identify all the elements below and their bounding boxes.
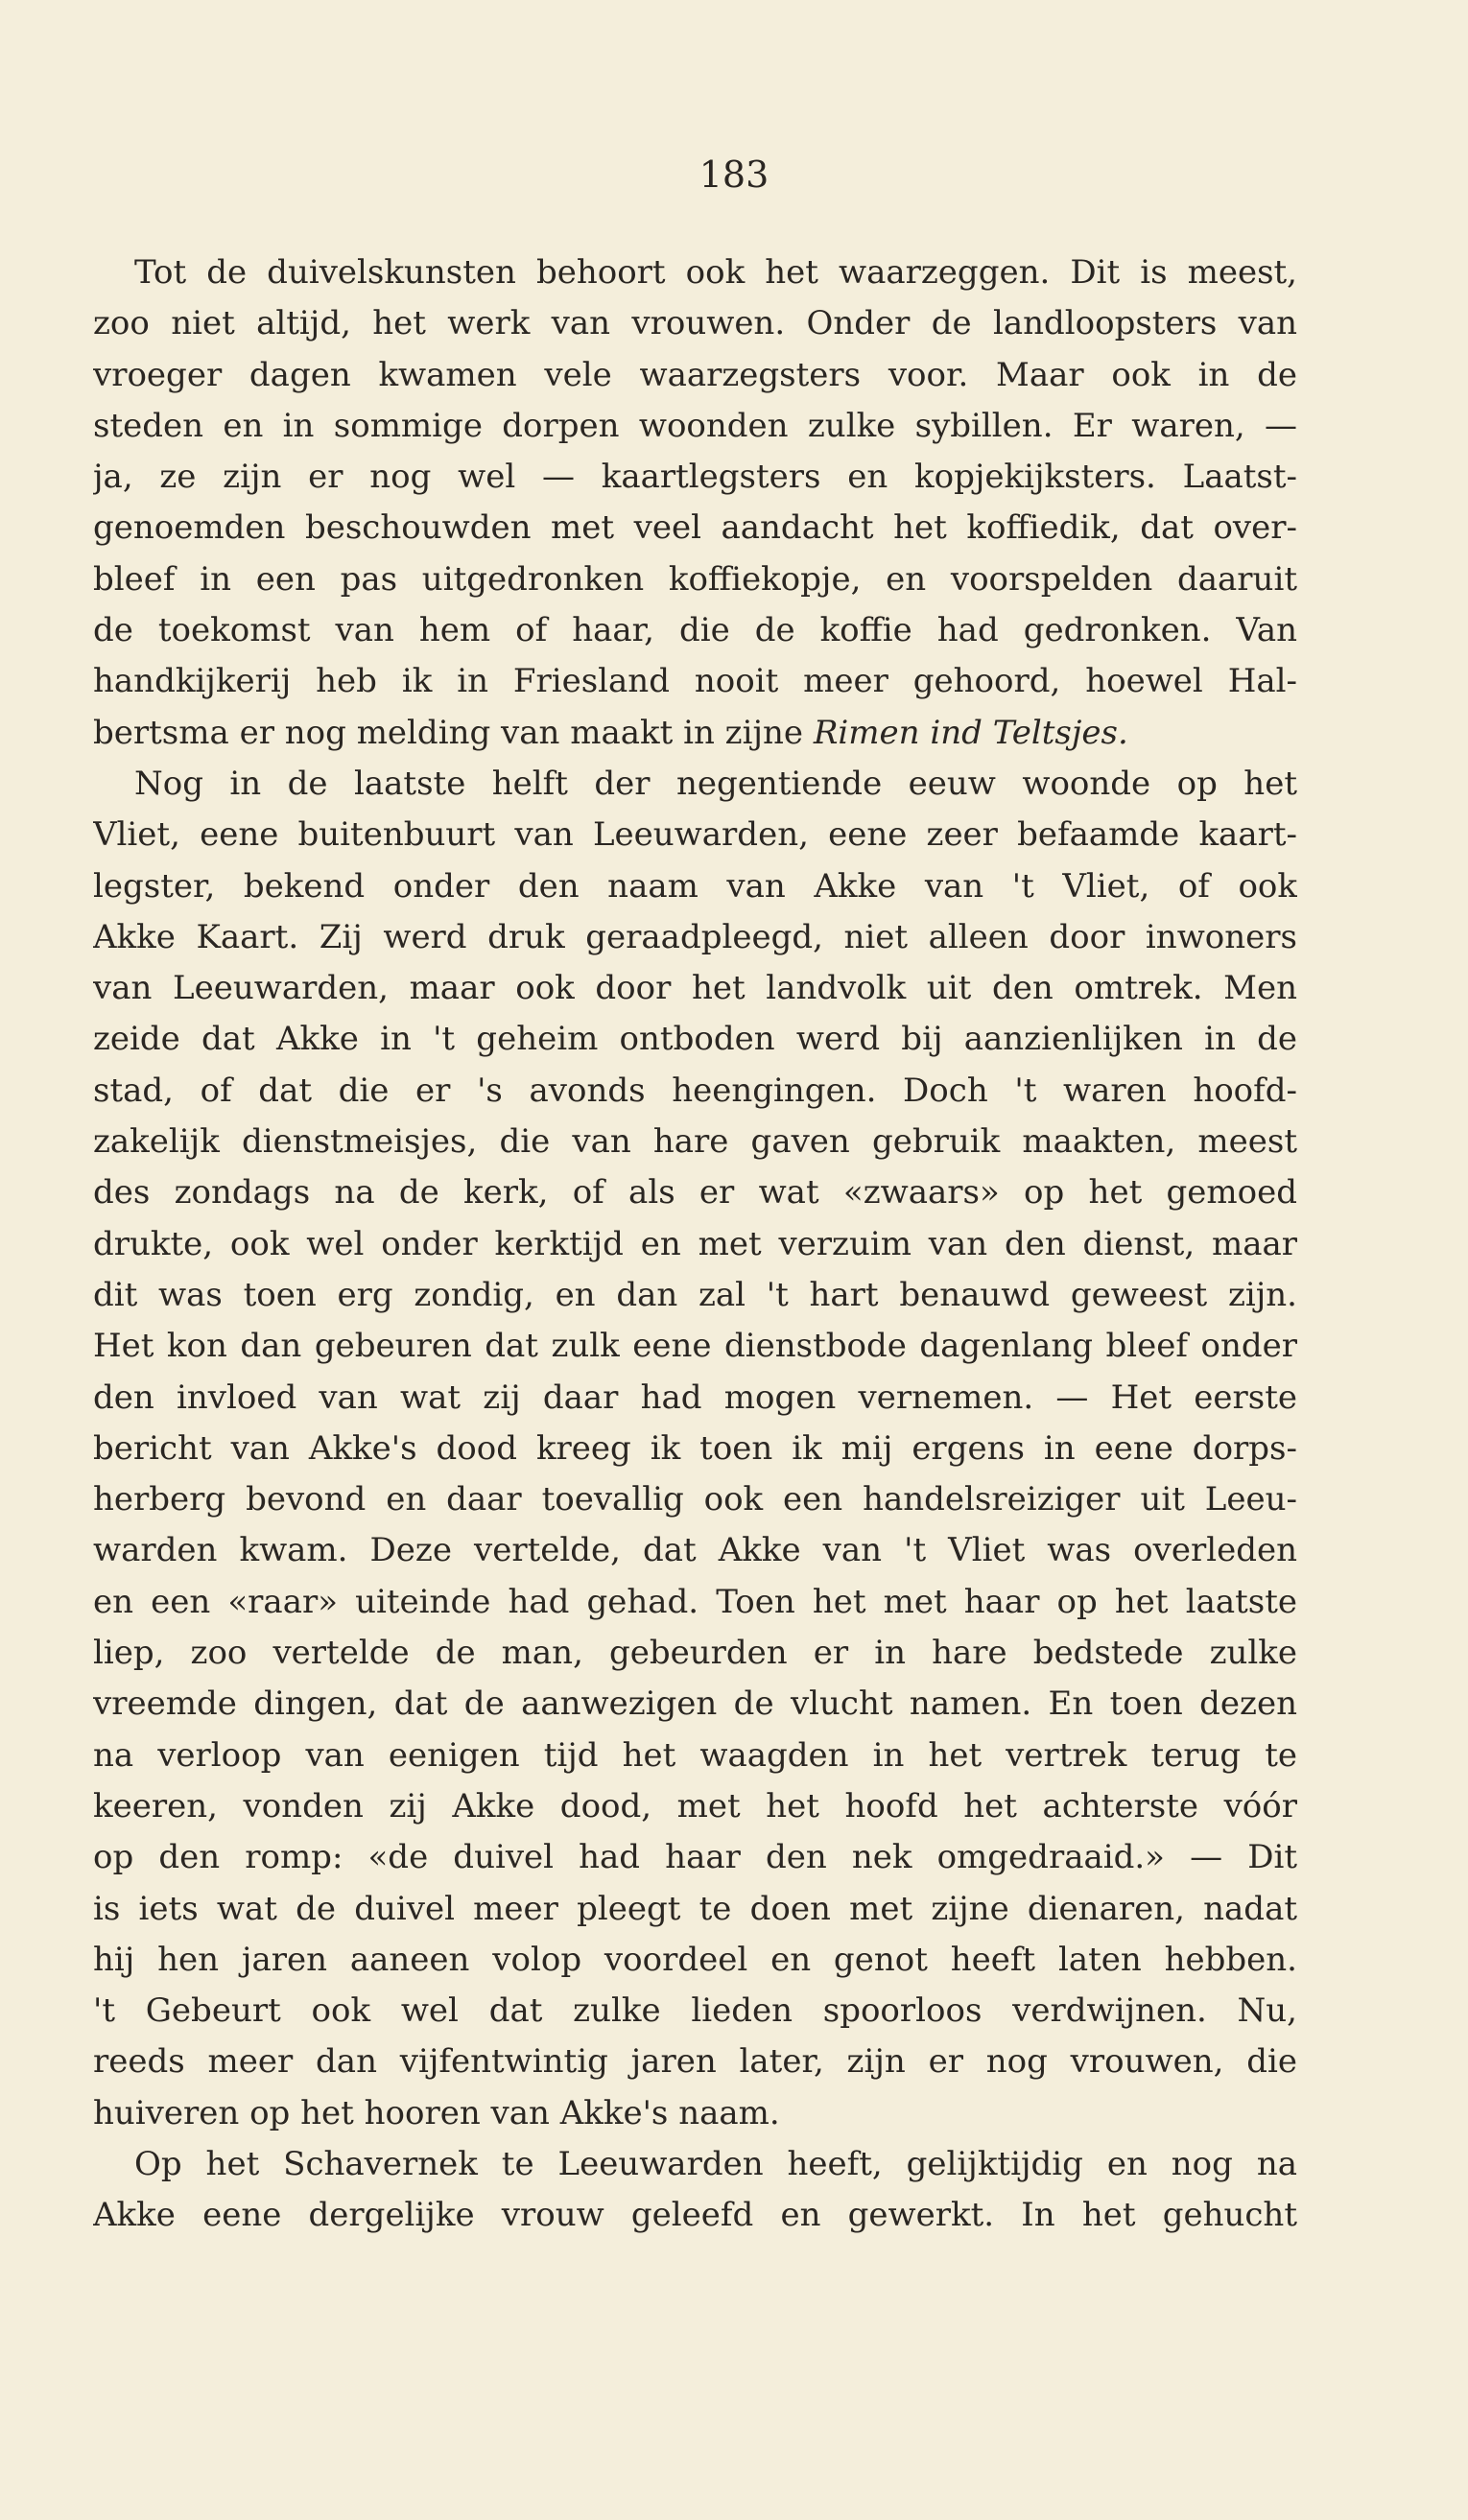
text-line: [93, 759, 1297, 810]
text-line: [93, 401, 1297, 452]
text-line-content: Tot de duivelskunsten behoort ook het waarzeggen. Dit is meest,: [134, 253, 1297, 292]
text-line: [93, 1781, 1297, 1832]
text-line-content: bertsma er nog melding van maakt in zijne: [93, 713, 803, 752]
text-line: [93, 1424, 1297, 1474]
text-line-content: Akke Kaart. Zij werd druk geraadpleegd, niet alleen door inwoners: [93, 917, 1297, 956]
text-line: [93, 2190, 1297, 2241]
page-number: 183: [698, 153, 770, 196]
text-line-content: warden kwam. Deze vertelde, dat Akke van 't Vliet was overleden: [93, 1531, 1297, 1570]
text-line-content: ja, ze zijn er nog wel — kaartlegsters en kopjekijksters. Laatst-: [93, 458, 1297, 497]
text-line: [93, 350, 1297, 401]
text-line: [93, 656, 1297, 707]
text-line-content: reeds meer dan vijfentwintig jaren later, zijn er nog vrouwen, die: [93, 2042, 1297, 2082]
text-line: [93, 1628, 1297, 1679]
text-line: [93, 2088, 1297, 2139]
text-line: [93, 1474, 1297, 1525]
text-line: [93, 912, 1297, 963]
body-text: [93, 247, 1297, 2242]
text-line: [93, 247, 1297, 298]
text-line: [93, 861, 1297, 912]
text-line: [93, 554, 1297, 605]
text-line-content: stad, of dat die er 's avonds heengingen. Doch 't waren hoofd-: [93, 1071, 1297, 1110]
text-line: [93, 298, 1297, 349]
text-line: [93, 708, 1297, 759]
text-line: [93, 810, 1297, 860]
text-line: [93, 2139, 1297, 2190]
text-line-content: genoemden beschouwden met veel aandacht het koffiedik, dat over-: [93, 508, 1297, 548]
text-line-content: huiveren op het hooren van Akke's naam.: [93, 2093, 780, 2132]
text-line-content: Vliet, eene buitenbuurt van Leeuwarden, eene zeer befaamde kaart-: [93, 815, 1297, 855]
text-line: [93, 452, 1297, 503]
text-line-content: vroeger dagen kwamen vele waarzegsters voor. Maar ook in de: [93, 355, 1297, 394]
text-line-content: zoo niet altijd, het werk van vrouwen. Onder de landloopsters van: [93, 304, 1297, 343]
text-line-content: na verloop van eenigen tijd het waagden in het vertrek terug te: [93, 1735, 1297, 1775]
text-line: [93, 1321, 1297, 1372]
text-line: [93, 1884, 1297, 1935]
text-line: [93, 1066, 1297, 1117]
text-line-content: op den romp: «de duivel had haar den nek omgedraaid.» — Dit: [93, 1838, 1297, 1877]
text-line: [93, 1525, 1297, 1576]
text-line-content: liep, zoo vertelde de man, gebeurden er in hare bedstede zulke: [93, 1634, 1297, 1673]
text-line-content: Op het Schavernek te Leeuwarden heeft, gelijktijdig en nog na: [134, 2144, 1297, 2183]
text-line: [93, 1986, 1297, 2037]
text-line-content: handkijkerij heb ik in Friesland nooit meer gehoord, hoewel Hal-: [93, 662, 1297, 701]
text-line: [93, 1167, 1297, 1218]
text-line-content: zakelijk dienstmeisjes, die van hare gaven gebruik maakten, meest: [93, 1122, 1297, 1162]
text-line-content: Akke eene dergelijke vrouw geleefd en gewerkt. In het gehucht: [93, 2196, 1297, 2235]
text-line-content: dit was toen erg zondig, en dan zal 't hart benauwd geweest zijn.: [93, 1275, 1297, 1314]
text-line-content: drukte, ook wel onder kerktijd en met verzuim van den dienst, maar: [93, 1224, 1297, 1263]
text-line: [93, 2037, 1297, 2087]
text-line-content: steden en in sommige dorpen woonden zulke sybillen. Er waren, —: [93, 406, 1297, 445]
text-line-content: bleef in een pas uitgedronken koffiekopje, en voorspelden daaruit: [93, 559, 1297, 599]
text-line-content: is iets wat de duivel meer pleegt te doen met zijne dienaren, nadat: [93, 1889, 1297, 1928]
text-line: [93, 1270, 1297, 1321]
text-line: [93, 1373, 1297, 1424]
text-line: [93, 1832, 1297, 1883]
text-line-content: Het kon dan gebeuren dat zulk eene dienstbode dagenlang bleef onder: [93, 1327, 1297, 1366]
text-line: [93, 1577, 1297, 1628]
text-line-content: van Leeuwarden, maar ook door het landvolk uit den omtrek. Men: [93, 969, 1297, 1008]
text-line-content: Nog in de laatste helft der negentiende eeuw woonde op het: [134, 764, 1297, 803]
text-line-content: keeren, vonden zij Akke dood, met het hoofd het achterste vóór: [93, 1786, 1297, 1825]
text-line-content: vreemde dingen, dat de aanwezigen de vlucht namen. En toen dezen: [93, 1684, 1297, 1724]
text-line-content: de toekomst van hem of haar, die de koffie had gedronken. Van: [93, 611, 1297, 650]
text-line-content: herberg bevond en daar toevallig ook een handelsreiziger uit Leeu-: [93, 1480, 1297, 1519]
text-line-content: en een «raar» uiteinde had gehad. Toen het met haar op het laatste: [93, 1582, 1297, 1621]
text-line-content: hij hen jaren aaneen volop voordeel en genot heeft laten hebben.: [93, 1940, 1297, 1979]
text-line: [93, 1219, 1297, 1270]
text-line: [93, 1731, 1297, 1781]
text-line-content: bericht van Akke's dood kreeg ik toen ik mij ergens in eene dorps-: [93, 1428, 1297, 1468]
text-line: [93, 1117, 1297, 1167]
text-line-content: legster, bekend onder den naam van Akke van 't Vliet, of ook: [93, 866, 1297, 906]
text-line: [93, 1679, 1297, 1730]
text-line: [93, 605, 1297, 656]
text-line: [93, 1014, 1297, 1065]
text-line: [93, 1935, 1297, 1986]
text-line: [93, 963, 1297, 1014]
text-line: [93, 503, 1297, 553]
text-line-content: den invloed van wat zij daar had mogen vernemen. — Het eerste: [93, 1378, 1297, 1417]
text-line-content: zeide dat Akke in 't geheim ontboden werd bij aanzienlijken in de: [93, 1020, 1297, 1059]
italic-title: Rimen ind Teltsjes.: [813, 713, 1128, 752]
text-line-content: 't Gebeurt ook wel dat zulke lieden spoorloos verdwijnen. Nu,: [93, 1991, 1297, 2031]
text-line-content: des zondags na de kerk, of als er wat «zwaars» op het gemoed: [93, 1173, 1297, 1213]
